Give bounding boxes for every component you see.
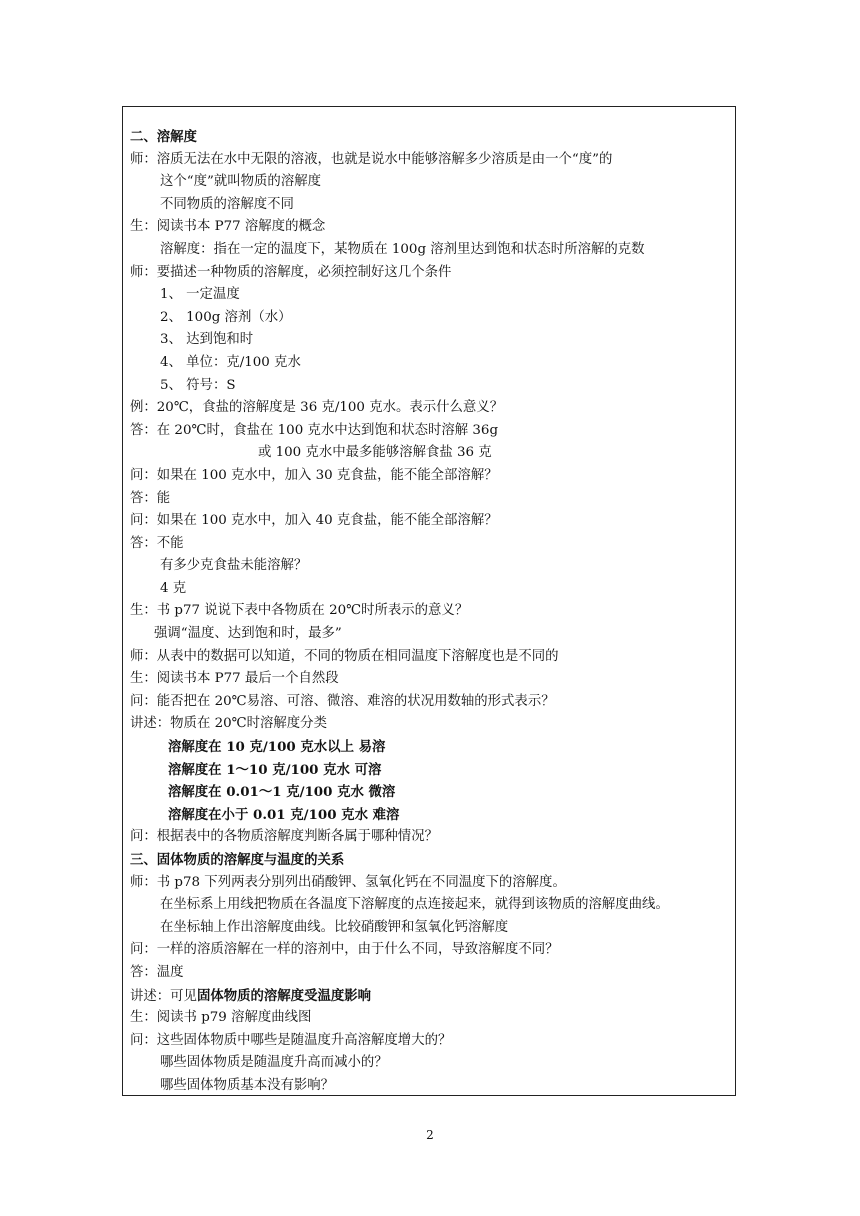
line-text: 4、 单位：克/100 克水 [160, 354, 301, 370]
text-line [130, 262, 730, 285]
text-line [130, 329, 730, 352]
line-text: 1、 一定温度 [160, 287, 240, 303]
text-line [130, 307, 730, 330]
text-line [130, 442, 730, 465]
line-text: 生：书 p77 说说下表中各物质在 20℃时所表示的意义？ [130, 603, 469, 619]
text-line [130, 1075, 730, 1098]
text-line [130, 397, 730, 420]
line-text: 师：书 p78 下列两表分别列出硝酸钾、氢氧化钙在不同温度下的溶解度。 [130, 874, 566, 890]
line-text: 二、溶解度 [130, 129, 197, 145]
line-text: 在坐标系上用线把物质在各温度下溶解度的点连接起来，就得到该物质的溶解度曲线。 [160, 897, 669, 913]
text-line [130, 1030, 730, 1053]
text-line [130, 646, 730, 669]
line-text: 答：能 [130, 490, 171, 506]
line-text: 答：不能 [130, 535, 184, 551]
text-line [130, 917, 730, 940]
line-text: 答：在 20℃时，食盐在 100 克水中达到饱和状态时溶解 36g [130, 422, 499, 438]
text-line [130, 216, 730, 239]
text-line [130, 488, 730, 511]
line-text: 溶解度：指在一定的温度下，某物质在 100g 溶剂里达到饱和状态时所溶解的克数 [160, 241, 645, 257]
text-line [130, 1007, 730, 1030]
text-line [130, 126, 730, 149]
text-line [130, 826, 730, 849]
lesson-content [130, 126, 730, 1098]
line-emphasis: 固体物质的溶解度受温度影响 [196, 987, 372, 1004]
line-text: 师：溶质无法在水中无限的溶液，也就是说水中能够溶解多少溶质是由一个“度”的 [130, 151, 613, 167]
text-line [130, 849, 730, 872]
line-text: 生：阅读书 p79 溶解度曲线图 [130, 1010, 312, 1026]
line-text: 三、固体物质的溶解度与温度的关系 [130, 852, 345, 868]
text-line [130, 352, 730, 375]
line-text: 问：如果在 100 克水中，加入 40 克食盐，能不能全部溶解？ [130, 513, 498, 529]
line-text: 有多少克食盐未能溶解？ [160, 558, 308, 574]
line-text: 哪些固体物质基本没有影响？ [160, 1077, 335, 1093]
text-line [130, 239, 730, 262]
line-text: 例：20℃，食盐的溶解度是 36 克/100 克水。表示什么意义？ [130, 400, 504, 416]
text-line [130, 510, 730, 533]
line-text: 溶解度在 10 克/100 克水以上 易溶 [168, 739, 386, 756]
line-text: 师：从表中的数据可以知道，不同的物质在相同温度下溶解度也是不同的 [130, 648, 559, 664]
text-line [130, 985, 730, 1008]
line-text: 强调“温度、达到饱和时，最多” [154, 626, 342, 642]
line-text: 讲述：可见 [130, 988, 197, 1004]
text-line [130, 171, 730, 194]
line-text: 溶解度在 0.01～1 克/100 克水 微溶 [168, 784, 396, 801]
text-line [130, 533, 730, 556]
line-text: 4 克 [160, 580, 187, 596]
text-line [130, 939, 730, 962]
line-text: 或 100 克水中最多能够溶解食盐 36 克 [258, 445, 492, 461]
line-text: 3、 达到饱和时 [160, 332, 254, 348]
page-number: 2 [426, 1128, 434, 1142]
text-line [130, 375, 730, 398]
line-text: 问：这些固体物质中哪些是随温度升高溶解度增大的？ [130, 1032, 452, 1048]
text-line [130, 194, 730, 217]
text-line [130, 1052, 730, 1075]
text-line [130, 465, 730, 488]
line-text: 2、 100g 溶剂（水） [160, 309, 292, 325]
text-line [130, 555, 730, 578]
line-text: 在坐标轴上作出溶解度曲线。比较硝酸钾和氢氧化钙溶解度 [160, 919, 509, 935]
text-line [130, 623, 730, 646]
text-line [130, 781, 730, 804]
text-line [130, 894, 730, 917]
line-text: 问：能否把在 20℃易溶、可溶、微溶、难溶的状况用数轴的形式表示？ [130, 693, 555, 709]
line-text: 生：阅读书本 P77 溶解度的概念 [130, 219, 326, 235]
text-line [130, 872, 730, 895]
text-line [130, 578, 730, 601]
text-line [130, 668, 730, 691]
text-line [130, 600, 730, 623]
line-text: 问：一样的溶质溶解在一样的溶剂中，由于什么不同，导致溶解度不同？ [130, 942, 559, 958]
line-text: 讲述：物质在 20℃时溶解度分类 [130, 716, 327, 732]
text-line [130, 420, 730, 443]
line-text: 溶解度在 1～10 克/100 克水 可溶 [168, 761, 382, 778]
text-line [130, 713, 730, 736]
line-text: 问：如果在 100 克水中，加入 30 克食盐，能不能全部溶解？ [130, 467, 498, 483]
line-text: 生：阅读书本 P77 最后一个自然段 [130, 671, 339, 687]
line-text: 这个“度”就叫物质的溶解度 [160, 174, 321, 190]
line-text: 师：要描述一种物质的溶解度，必须控制好这几个条件 [130, 264, 452, 280]
line-text: 答：温度 [130, 964, 184, 980]
text-line [130, 149, 730, 172]
text-line [130, 804, 730, 827]
text-line [130, 691, 730, 714]
line-text: 溶解度在小于 0.01 克/100 克水 难溶 [168, 806, 400, 823]
line-text: 5、 符号：S [160, 377, 236, 393]
line-text: 问：根据表中的各物质溶解度判断各属于哪种情况？ [130, 829, 438, 845]
text-line [130, 759, 730, 782]
text-line [130, 284, 730, 307]
line-text: 哪些固体物质是随温度升高而减小的？ [160, 1055, 388, 1071]
text-line [130, 736, 730, 759]
text-line [130, 962, 730, 985]
line-text: 不同物质的溶解度不同 [160, 196, 294, 212]
